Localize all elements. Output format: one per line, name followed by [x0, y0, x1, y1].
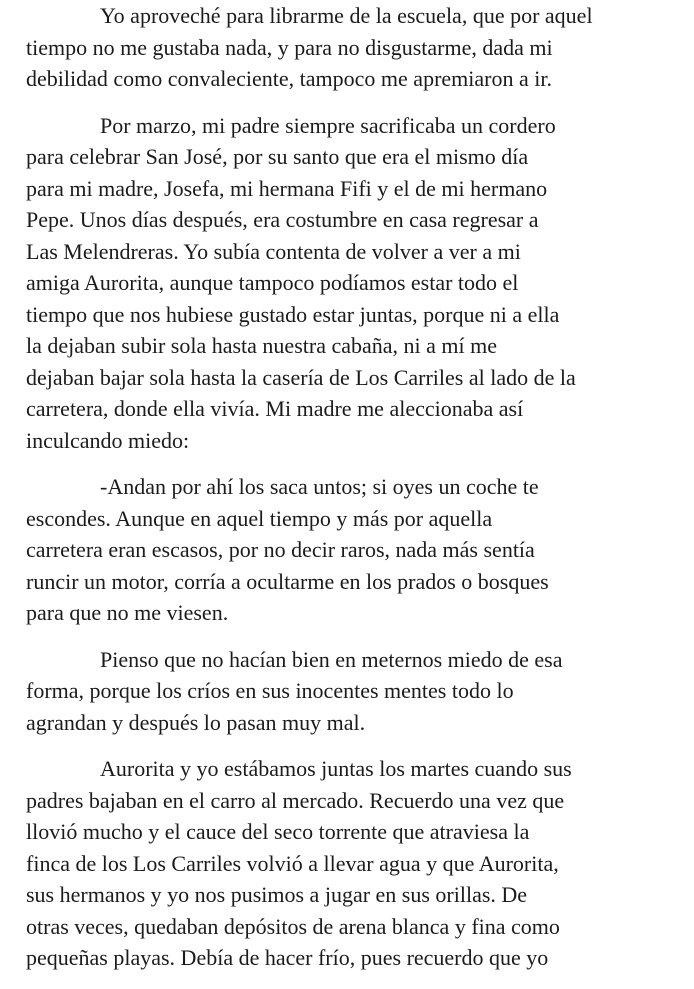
text-line: Pepe. Unos días después, era costumbre en casa regresar a: [26, 207, 539, 232]
book-page: [26, 0, 666, 989]
text-line: debilidad como convaleciente, tampoco me apremiaron a ir.: [26, 66, 552, 91]
text-line: amiga Aurorita, aunque tampoco podíamos estar todo el: [26, 270, 519, 295]
text-line: Aurorita y yo estábamos juntas los martes cuando sus: [100, 756, 572, 781]
text-line: para celebrar San José, por su santo que era el mismo día: [26, 144, 529, 169]
paragraph-2: [26, 110, 666, 457]
text-line: para mi madre, Josefa, mi hermana Fifi y el de mi hermano: [26, 175, 548, 201]
paragraph-1: [26, 0, 666, 95]
text-line: tiempo que nos hubiese gustado estar juntas, porque ni a ella: [26, 301, 560, 327]
text-line: -Andan por ahí los saca untos; si oyes un coche te: [100, 474, 539, 499]
text-line: tiempo no me gustaba nada, y para no disgustarme, dada mi: [26, 34, 553, 60]
text-line: pequeñas playas. Debía de hacer frío, pues recuerdo que yo: [26, 945, 549, 970]
paragraph-5: [26, 753, 666, 974]
text-line: llovió mucho y el cauce del seco torrente que atraviesa la: [26, 819, 530, 844]
text-line: finca de los Los Carriles volvió a llevar agua y que Aurorita,: [26, 850, 559, 876]
text-line: Por marzo, mi padre siempre sacrificaba un cordero: [100, 112, 556, 138]
text-line: Pienso que no hacían bien en meternos miedo de esa: [100, 646, 563, 672]
text-line: otras veces, quedaban depósitos de arena blanca y fina como: [26, 913, 560, 939]
text-line: agrandan y después lo pasan muy mal.: [26, 709, 366, 735]
text-line: escondes. Aunque en aquel tiempo y más por aquella: [26, 505, 493, 531]
text-line: padres bajaban en el carro al mercado. Recuerdo una vez que: [26, 787, 565, 813]
text-line: Yo aproveché para librarme de la escuela, que por aquel: [100, 3, 593, 28]
text-line: Las Melendreras. Yo subía contenta de volver a ver a mi: [26, 238, 521, 264]
text-line: forma, porque los críos en sus inocentes mentes todo lo: [26, 678, 514, 703]
text-line: para que no me viesen.: [26, 600, 229, 625]
text-line: la dejaban subir sola hasta nuestra cabaña, ni a mí me: [26, 333, 497, 358]
text-line: carretera eran escasos, por no decir raros, nada más sentía: [26, 537, 535, 562]
text-line: runcir un motor, corría a ocultarme en los prados o bosques: [26, 568, 549, 594]
text-line: sus hermanos y yo nos pusimos a jugar en sus orillas. De: [26, 882, 528, 907]
paragraph-3: [26, 471, 666, 629]
text-line: dejaban bajar sola hasta la casería de Los Carriles al lado de la: [26, 364, 576, 390]
text-line: carretera, donde ella vivía. Mi madre me aleccionaba así: [26, 396, 524, 421]
paragraph-4: [26, 644, 666, 739]
text-line: inculcando miedo:: [26, 427, 190, 453]
